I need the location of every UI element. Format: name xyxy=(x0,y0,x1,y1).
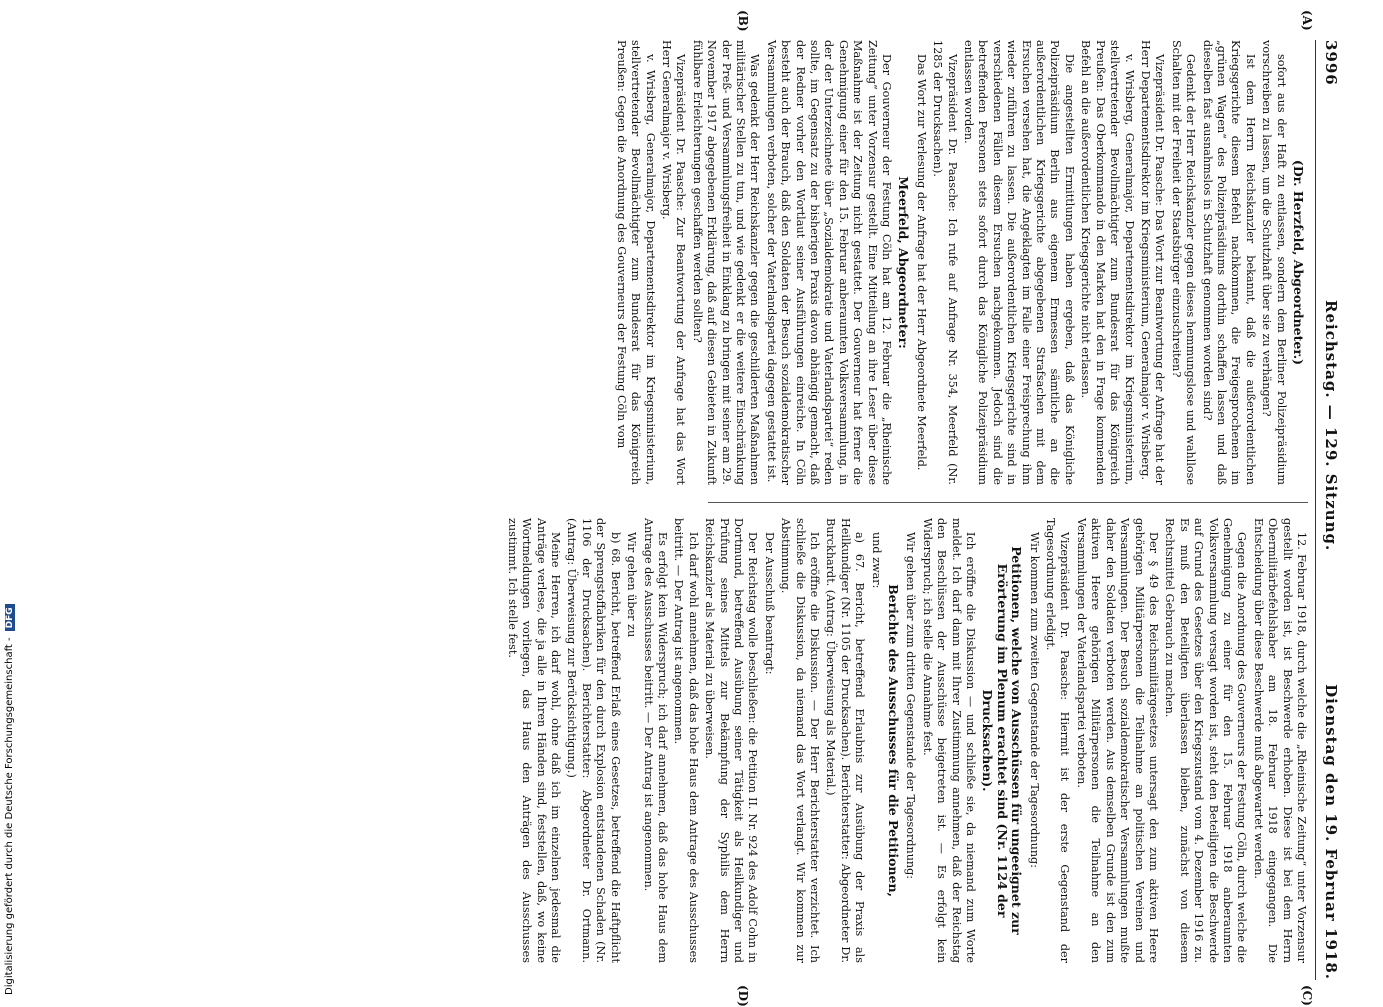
paragraph: Ich eröffne die Diskussion — und schließe sie, da niemand zum Worte meldet. Ich darf dann mit Ihrer Zustimmung annehmen, daß der Reichstag den Beschlüssen der Ausschüsse beigetreten ist. — Es erfolgt kein Widerspruch; ich stelle die Annahme fest. xyxy=(920,518,978,963)
left-column xyxy=(614,40,1308,485)
column-divider xyxy=(708,502,1308,503)
paragraph: b) 68. Bericht, betreffend Erlaß eines Gesetzes, betreffend die Haftpflicht der Sprengstoffabriken für den durch Explosion entstandenen Schaden (Nr. 1106 der Drucksachen). Berichterstatter: Abgeordneter Dr. Ortmann. (Antrag: Überweisung zur Berücksichtigung.) xyxy=(565,518,622,963)
header-rule xyxy=(1315,40,1316,980)
paragraph: v. Wrisberg, Generalmajor, Departementsdirektor im Kriegsministerium, stellvertretender Bevollmächtigter zum Bundesrat für das Königreich Preußen: Gegen die Anordnung des Gouverneurs der Festung Cöln vom xyxy=(614,40,657,485)
paragraph: a) 67. Bericht, betreffend Erlaubnis zur Ausübung der Praxis als Heilkundiger (Nr. 1105 der Drucksachen). Berichterstatter: Abgeordneter Dr. Burckhardt. (Antrag: Überweisung als Material.) xyxy=(824,518,867,963)
paragraph: Der Reichstag wolle beschließen: die Petition II. Nr. 924 des Adolf Cohn in Dortmund, betreffend Ausübung seiner Tätigkeit als Heilkundiger und Prüfung seines Mittels zur Bekämpfung der Syphilis dem Herrn Reichskanzler als Material zu überweisen. xyxy=(703,518,760,963)
paragraph: und zwar: xyxy=(869,532,883,589)
paragraph: (Dr. Herzfeld, Abgeordneter.) xyxy=(1291,159,1306,366)
margin-marker-c: (C) xyxy=(1300,985,1314,1006)
paragraph: Es erfolgt kein Widerspruch; ich darf annehmen, daß das hohe Haus dem Antrage des Ausschusses beitritt. — Der Antrag ist angenommen. xyxy=(641,518,669,963)
header-date: Dienstag den 19. Februar 1918. xyxy=(1322,684,1340,980)
paragraph: Meine Herren, ich darf wohl, ohne daß ich im einzelnen jedesmal die Anträge verlese, die ja alle in Ihren Händen sind, feststellen, daß, wo keine Wortmeldungen vorliegen, das Haus den Anträgen des Ausschusses zustimmt. Ich stelle fest. xyxy=(505,518,563,963)
paragraph: Die angestellten Ermittlungen haben ergeben, daß das Königliche Polizeipräsidium Berlin aus eigenem Ermessen sämtliche an die außerordentlichen Kriegsgerichte abgegebenen Strafsachen mit dem Ersuchen versehen hat, die Angeklagten im Falle einer Freisprechung ihm wieder zuführen zu lassen. Die außerordentlichen Kriegsgerichte sind in verschiedenen Fällen diesem Ersuchen nachgekommen. Jedoch sind die betreffenden Personen stets sofort durch das Königliche Polizeipräsidium entlassen worden. xyxy=(962,40,1076,485)
speaker-heading: Meerfeld, Abgeordneter: xyxy=(896,176,912,349)
paragraph: sofort aus der Haft zu entlassen, sondern dem Berliner Polizeipräsidium vorschreiben zu lassen, um die Schutzhaft über sie zu verhängen? xyxy=(1260,40,1288,485)
margin-marker-b: (B) xyxy=(736,10,750,32)
paragraph: Vizepräsident Dr. Paasche: Zur Beantwortung der Anfrage hat das Wort Herr Generalmajor v. Wrisberg. xyxy=(659,40,688,485)
paragraph: Wir gehen über zu xyxy=(625,532,639,638)
paragraph: Vizepräsident Dr. Paasche: Ich rufe auf Anfrage Nr. 354, Meerfeld (Nr. 1285 der Drucksachen). xyxy=(931,40,959,485)
paragraph: Was gedenkt der Herr Reichskanzler gegen die geschilderten Maßnahmen militärischer Stellen zu tun, und wie gedenkt er die weitere Einschränkung der Preß- und Versammlungsfreiheit in Einklang zu bringen mit seiner am 29. November 1917 abgegebenen Erklärung, daß auf diesen Gebieten in Zukunft fühlbare Erleichterungen geschaffen werden sollten? xyxy=(690,40,762,485)
paragraph: Ist dem Herrn Reichskanzler bekannt, daß die außerordentlichen Kriegsgerichte diesem Befehl nachkommen, die Freigesprochenen im „grünen Wagen“ des Polizeipräsidiums dorthin schaffen lassen und daß dieselben fast ausnahmslos in Schutzhaft genommen worden sind? xyxy=(1200,40,1257,485)
section-heading: Berichte des Ausschusses für die Petitionen, xyxy=(886,584,902,897)
right-column xyxy=(505,518,1308,963)
dfg-logo: DFG xyxy=(5,604,15,631)
digitization-credit xyxy=(4,605,18,995)
paragraph: Vizepräsident Dr. Paasche: Hiermit ist der erste Gegenstand der Tagesordnung erledigt. xyxy=(1044,518,1072,963)
section-heading: Petitionen, welche von Ausschüssen für ungeeignet zur Erörterung im Plenum erachtet sind (Nr. 1124 der Drucksachen). xyxy=(980,546,1025,935)
paragraph: Gedenkt der Herr Reichskanzler gegen dieses hemmungslose und wahllose Schalten mit der Freiheit der Staatsbürger einzuschreiten? xyxy=(1169,40,1198,485)
margin-marker-d: (D) xyxy=(736,985,750,1007)
margin-marker-a: (A) xyxy=(1300,10,1314,31)
paragraph: Der Gouverneur der Festung Cöln hat am 12. Februar die „Rheinische Zeitung“ unter Vorzensur gestellt. Eine Mitteilung an ihre Leser über diese Maßnahme ist der Zeitung nicht gestattet. Der Gouverneur hat ferner die Genehmigung einer für den 15. Februar anberaumten Volksversammlung, in der der Unterzeichnete über „Sozialdemokratie und Vaterlandspartei“ reden sollte, im Gegensatz zu der bisherigen Praxis davon abhängig gemacht, daß der Redner vorher den Wortlaut seiner Ausführungen einreiche. In Cöln besteht auch der Brauch, daß den Soldaten der Besuch sozialdemokratischer Versammlungen verboten, solcher der Vaterlandspartei dagegen gestattet ist. xyxy=(764,40,894,485)
paragraph: Vizepräsident Dr. Paasche: Das Wort zur Beantwortung der Anfrage hat der Herr Departementsdirektor im Kriegsministerium, Generalmajor v. Wrisberg. xyxy=(1138,40,1167,485)
paragraph: 12. Februar 1918, durch welche die „Rheinische Zeitung“ unter Vorzensur gestellt worden ist, ist Beschwerde erhoben. Diese ist bei dem Herrn Obermilitärbefehlshaber am 18. Februar 1918 eingegangen. Die Entscheidung über diese Beschwerde muß abgewartet werden. xyxy=(1251,518,1308,963)
paragraph: v. Wrisberg, Generalmajor, Departementsdirektor im Kriegsministerium, stellvertretender Bevollmächtigter zum Bundesrat für das Königreich Preußen: Das Oberkommando in den Marken hat den in Frage kommenden Befehl an die außerordentlichen Kriegsgerichte nicht erlassen. xyxy=(1079,40,1136,485)
paragraph: Gegen die Anordnung des Gouverneurs der Festung Cöln, durch welche die Genehmigung zu einer für den 15. Februar 1918 anberaumten Volksversammlung versagt worden ist, steht den Beteiligten die Beschwerde auf Grund des Gesetzes über den Kriegszustand vom 4. Dezember 1916 zu. Es muß den Beteiligten überlassen bleiben, zunächst von diesem Rechtsmittel Gebrauch zu machen. xyxy=(1163,518,1249,963)
paragraph: Ich eröffne die Diskussion. — Der Herr Berichterstatter verzichtet. Ich schließe die Diskussion, da niemand das Wort verlangt. Wir kommen zur Abstimmung. xyxy=(779,518,821,963)
paragraph: Das Wort zur Verlesung der Anfrage hat der Herr Abgeordnete Meerfeld. xyxy=(914,54,928,471)
paragraph: Der § 49 des Reichsmilitärgesetzes untersagt den zum aktiven Heere gehörigen Militärpersonen die Teilnahme an politischen Vereinen und Versammlungen. Der Besuch sozialdemokratischer Versammlungen mußte daher den Soldaten verboten werden. Aus demselben Grunde ist den zum aktiven Heere gehörigen Militärpersonen die Teilnahme an den Versammlungen der Vaterlandspartei verboten. xyxy=(1074,518,1160,963)
paragraph: Der Ausschuß beantragt: xyxy=(762,532,776,675)
header-title: Reichstag. — 129. Sitzung. xyxy=(1322,300,1340,552)
credit-text: Digitalisierung gefördert durch die Deutsche Forschungsgemeinschaft - xyxy=(4,637,15,995)
paragraph: Wir kommen zum zweiten Gegenstande der Tagesordnung: xyxy=(1027,532,1041,868)
rotated-page-content xyxy=(50,10,1340,1007)
page-number: 3996 xyxy=(1322,40,1340,86)
running-header xyxy=(1316,40,1340,980)
paragraph: Wir gehen über zum dritten Gegenstande der Tagesordnung: xyxy=(904,532,918,880)
paragraph: Ich darf wohl annehmen, daß das hohe Haus dem Antrage des Ausschusses beitritt. — Der Antrag ist angenommen. xyxy=(672,518,700,963)
